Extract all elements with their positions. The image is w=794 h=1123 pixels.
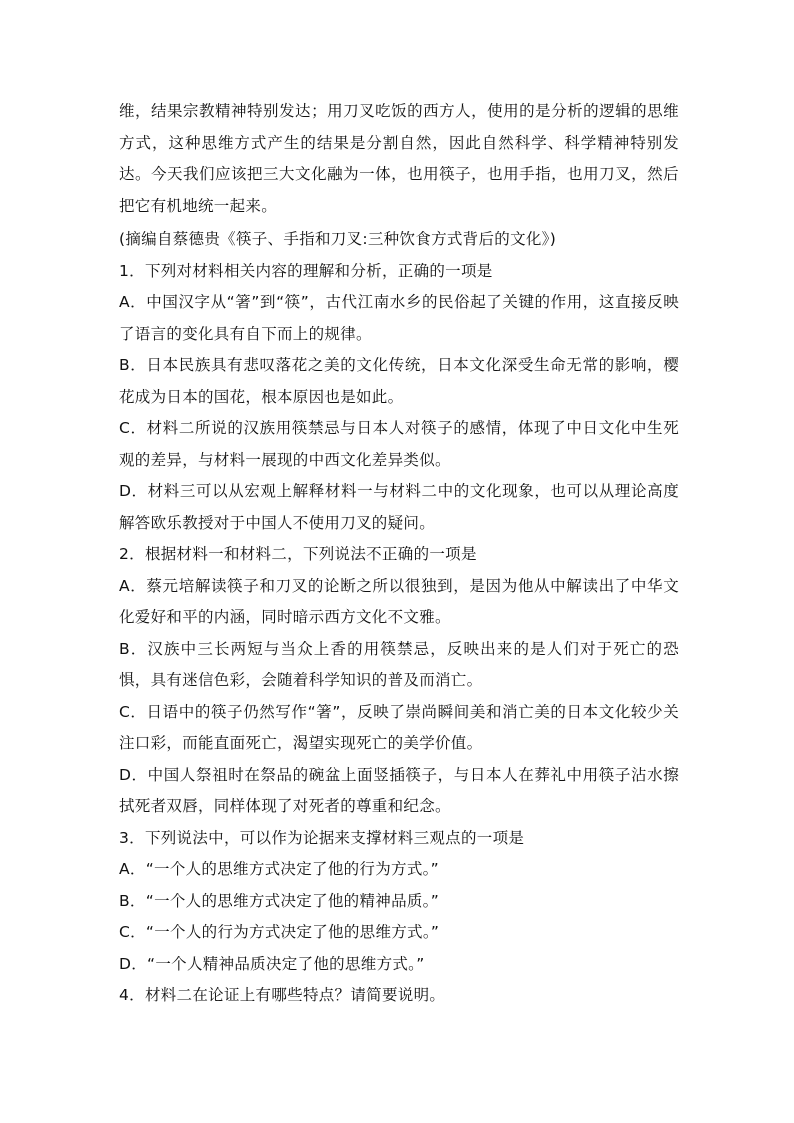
option-c: C．日语中的筷子仍然写作“箸”，反映了崇尚瞬间美和消亡美的日本文化较少关注口彩，而能直面死亡，渴望实现死亡的美学价值。: [119, 702, 679, 752]
document-page: [119, 96, 679, 1012]
question-2: [119, 539, 679, 823]
option-b: B．汉族中三长两短与当众上香的用筷禁忌，反映出来的是人们对于死亡的恐惧，具有迷信色彩，会随着科学知识的普及而消亡。: [119, 639, 679, 689]
question-1: [119, 256, 679, 540]
option-d: D．中国人祭祖时在祭品的碗盆上面竖插筷子，与日本人在葬礼中用筷子沾水擦拭死者双唇，同样体现了对死者的尊重和纪念。: [119, 765, 679, 815]
passage-text: 维，结果宗教精神特别发达；用刀叉吃饭的西方人，使用的是分析的逻辑的思维方式，这种思维方式产生的结果是分割自然，因此自然科学、科学精神特别发达。今天我们应该把三大文化融为一体，也用筷子，也用手指，也用刀叉，然后把它有机地统一起来。: [119, 102, 679, 215]
option-b: B．日本民族具有悲叹落花之美的文化传统，日本文化深受生命无常的影响，樱花成为日本的国花，根本原因也是如此。: [119, 356, 679, 406]
option-a: A．蔡元培解读筷子和刀叉的论断之所以很独到，是因为他从中解读出了中华文化爱好和平的内涵，同时暗示西方文化不文雅。: [119, 576, 679, 626]
question-stem: 2．根据材料一和材料二，下列说法不正确的一项是: [119, 545, 477, 563]
question-stem: 1．下列对材料相关内容的理解和分析，正确的一项是: [119, 261, 493, 280]
question-stem: 3．下列说法中，可以作为论据来支撑材料三观点的一项是: [119, 828, 525, 847]
option-d: D．“一个人精神品质决定了他的思维方式。”: [119, 954, 425, 973]
question-3: [119, 823, 679, 981]
question-4: [119, 980, 679, 1012]
option-d: D．材料三可以从宏观上解释材料一与材料二中的文化现象，也可以从理论高度解答欧乐教授对于中国人不使用刀叉的疑问。: [119, 482, 679, 532]
option-a: A．中国汉字从“箸”到“筷”，古代江南水乡的民俗起了关键的作用，这直接反映了语言的变化具有自下而上的规律。: [119, 293, 679, 343]
option-c: C．“一个人的行为方式决定了他的思维方式。”: [119, 923, 440, 941]
option-a: A．“一个人的思维方式决定了他的行为方式。”: [119, 860, 440, 878]
question-stem: 4．材料二在论证上有哪些特点？请简要说明。: [119, 986, 446, 1004]
option-b: B．“一个人的思维方式决定了他的精神品质。”: [119, 891, 440, 910]
passage-source: (摘编自蔡德贵《筷子、手指和刀叉:三种饮食方式背后的文化》): [119, 230, 557, 248]
option-c: C．材料二所说的汉族用筷禁忌与日本人对筷子的感情，体现了中日文化中生死观的差异，与材料一展现的中西文化差异类似。: [119, 419, 679, 469]
